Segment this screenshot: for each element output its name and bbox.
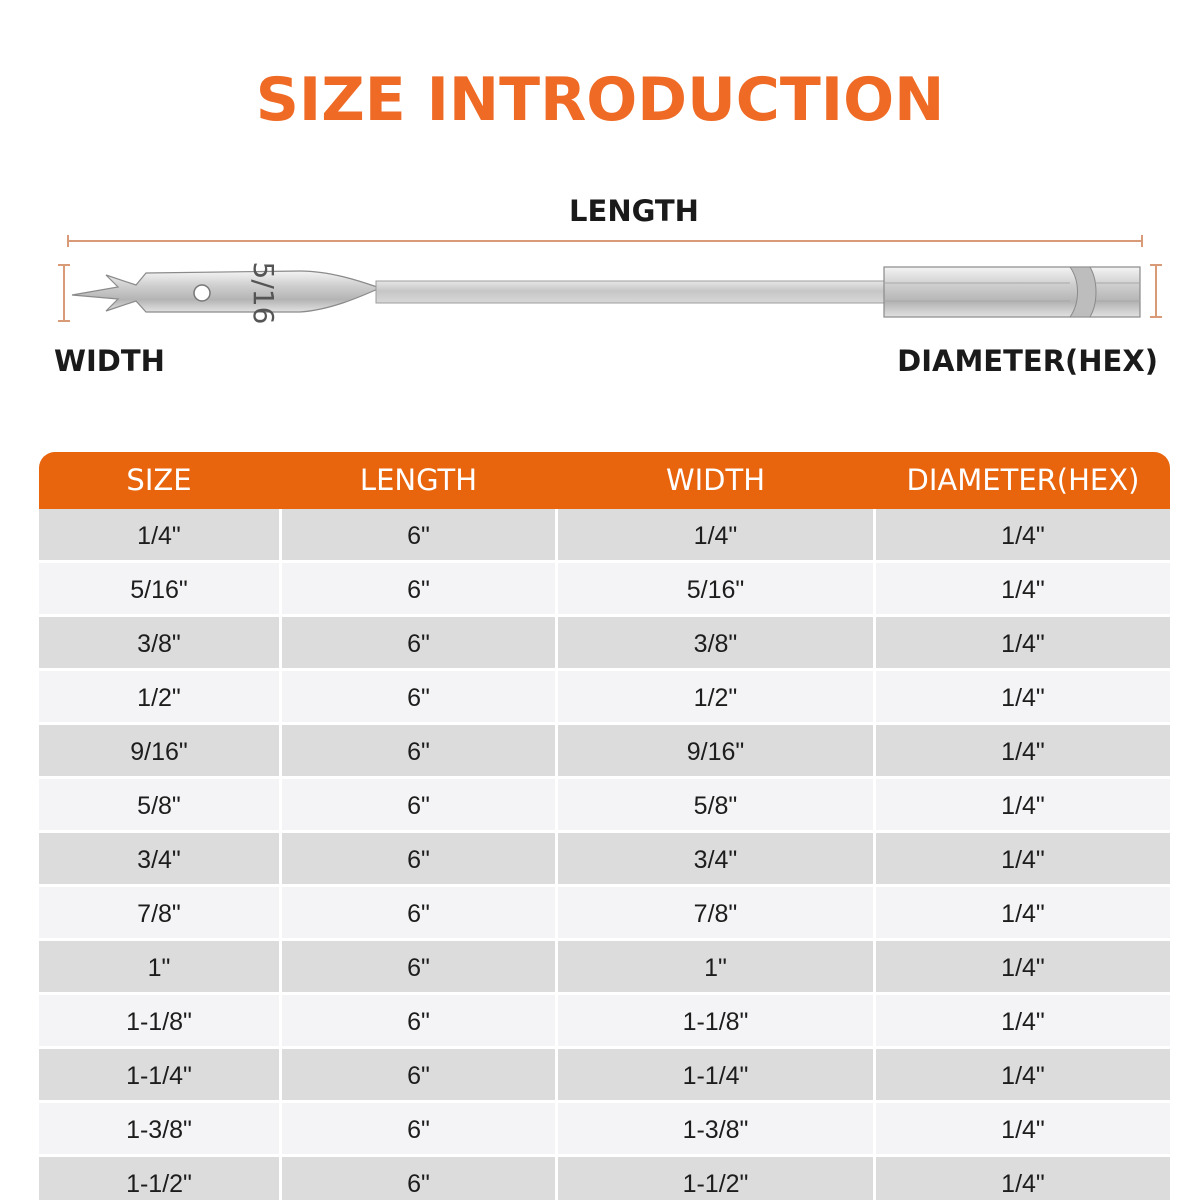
cell-width: 1/4" <box>558 509 873 560</box>
length-label: LENGTH <box>569 194 699 228</box>
cell-length: 6" <box>282 887 555 938</box>
cell-length: 6" <box>282 941 555 992</box>
cell-diameter-hex: 1/4" <box>876 1157 1170 1200</box>
cell-size: 1-1/4" <box>39 1049 279 1100</box>
cell-width: 3/8" <box>558 617 873 668</box>
page-title: SIZE INTRODUCTION <box>255 65 945 135</box>
cell-length: 6" <box>282 1157 555 1200</box>
drill-bit-diagram <box>0 225 1200 335</box>
table-row <box>39 995 1170 1049</box>
table-row <box>39 833 1170 887</box>
table-row <box>39 779 1170 833</box>
cell-length: 6" <box>282 725 555 776</box>
table-row <box>39 1157 1170 1200</box>
spade-blade <box>72 271 380 312</box>
cell-diameter-hex: 1/4" <box>876 995 1170 1046</box>
cell-diameter-hex: 1/4" <box>876 725 1170 776</box>
cell-size: 1" <box>39 941 279 992</box>
cell-size: 5/16" <box>39 563 279 614</box>
blade-hole <box>194 285 210 301</box>
header-size: SIZE <box>126 463 192 497</box>
cell-diameter-hex: 1/4" <box>876 833 1170 884</box>
width-dimension-line <box>58 265 70 321</box>
diameter-hex-label: DIAMETER(HEX) <box>897 344 1158 378</box>
cell-diameter-hex: 1/4" <box>876 563 1170 614</box>
size-table <box>39 452 1170 1200</box>
cell-width: 5/8" <box>558 779 873 830</box>
bit-size-marking: 5/16 <box>247 261 280 325</box>
cell-width: 1-1/4" <box>558 1049 873 1100</box>
cell-width: 1-1/8" <box>558 995 873 1046</box>
table-header <box>39 452 1170 509</box>
header-length: LENGTH <box>359 463 478 497</box>
cell-length: 6" <box>282 509 555 560</box>
cell-length: 6" <box>282 1049 555 1100</box>
cell-length: 6" <box>282 617 555 668</box>
cell-diameter-hex: 1/4" <box>876 941 1170 992</box>
cell-size: 1-1/2" <box>39 1157 279 1200</box>
cell-length: 6" <box>282 563 555 614</box>
table-row <box>39 617 1170 671</box>
width-label: WIDTH <box>54 344 165 378</box>
cell-width: 1-3/8" <box>558 1103 873 1154</box>
hex-dimension-line <box>1150 265 1162 317</box>
cell-length: 6" <box>282 779 555 830</box>
cell-length: 6" <box>282 1103 555 1154</box>
cell-size: 1-1/8" <box>39 995 279 1046</box>
cell-width: 7/8" <box>558 887 873 938</box>
cell-width: 1-1/2" <box>558 1157 873 1200</box>
cell-size: 1/4" <box>39 509 279 560</box>
cell-width: 5/16" <box>558 563 873 614</box>
table-row <box>39 1049 1170 1103</box>
cell-size: 9/16" <box>39 725 279 776</box>
cell-size: 1/2" <box>39 671 279 722</box>
header-width: WIDTH <box>665 463 766 497</box>
cell-width: 3/4" <box>558 833 873 884</box>
cell-width: 1" <box>558 941 873 992</box>
cell-diameter-hex: 1/4" <box>876 1049 1170 1100</box>
cell-size: 7/8" <box>39 887 279 938</box>
cell-diameter-hex: 1/4" <box>876 617 1170 668</box>
table-row <box>39 671 1170 725</box>
cell-width: 1/2" <box>558 671 873 722</box>
cell-diameter-hex: 1/4" <box>876 671 1170 722</box>
table-row <box>39 941 1170 995</box>
table-row <box>39 1103 1170 1157</box>
cell-diameter-hex: 1/4" <box>876 779 1170 830</box>
table-row <box>39 725 1170 779</box>
cell-length: 6" <box>282 833 555 884</box>
hex-shank <box>884 267 1140 317</box>
length-dimension-line <box>68 235 1142 247</box>
table-row <box>39 887 1170 941</box>
cell-size: 3/4" <box>39 833 279 884</box>
cell-diameter-hex: 1/4" <box>876 1103 1170 1154</box>
cell-length: 6" <box>282 671 555 722</box>
cell-width: 9/16" <box>558 725 873 776</box>
cell-size: 5/8" <box>39 779 279 830</box>
cell-diameter-hex: 1/4" <box>876 509 1170 560</box>
table-row <box>39 509 1170 563</box>
bit-shaft <box>376 281 888 303</box>
cell-length: 6" <box>282 995 555 1046</box>
cell-diameter-hex: 1/4" <box>876 887 1170 938</box>
table-row <box>39 563 1170 617</box>
header-diameter-hex: DIAMETER(HEX) <box>906 463 1140 497</box>
cell-size: 1-3/8" <box>39 1103 279 1154</box>
cell-size: 3/8" <box>39 617 279 668</box>
